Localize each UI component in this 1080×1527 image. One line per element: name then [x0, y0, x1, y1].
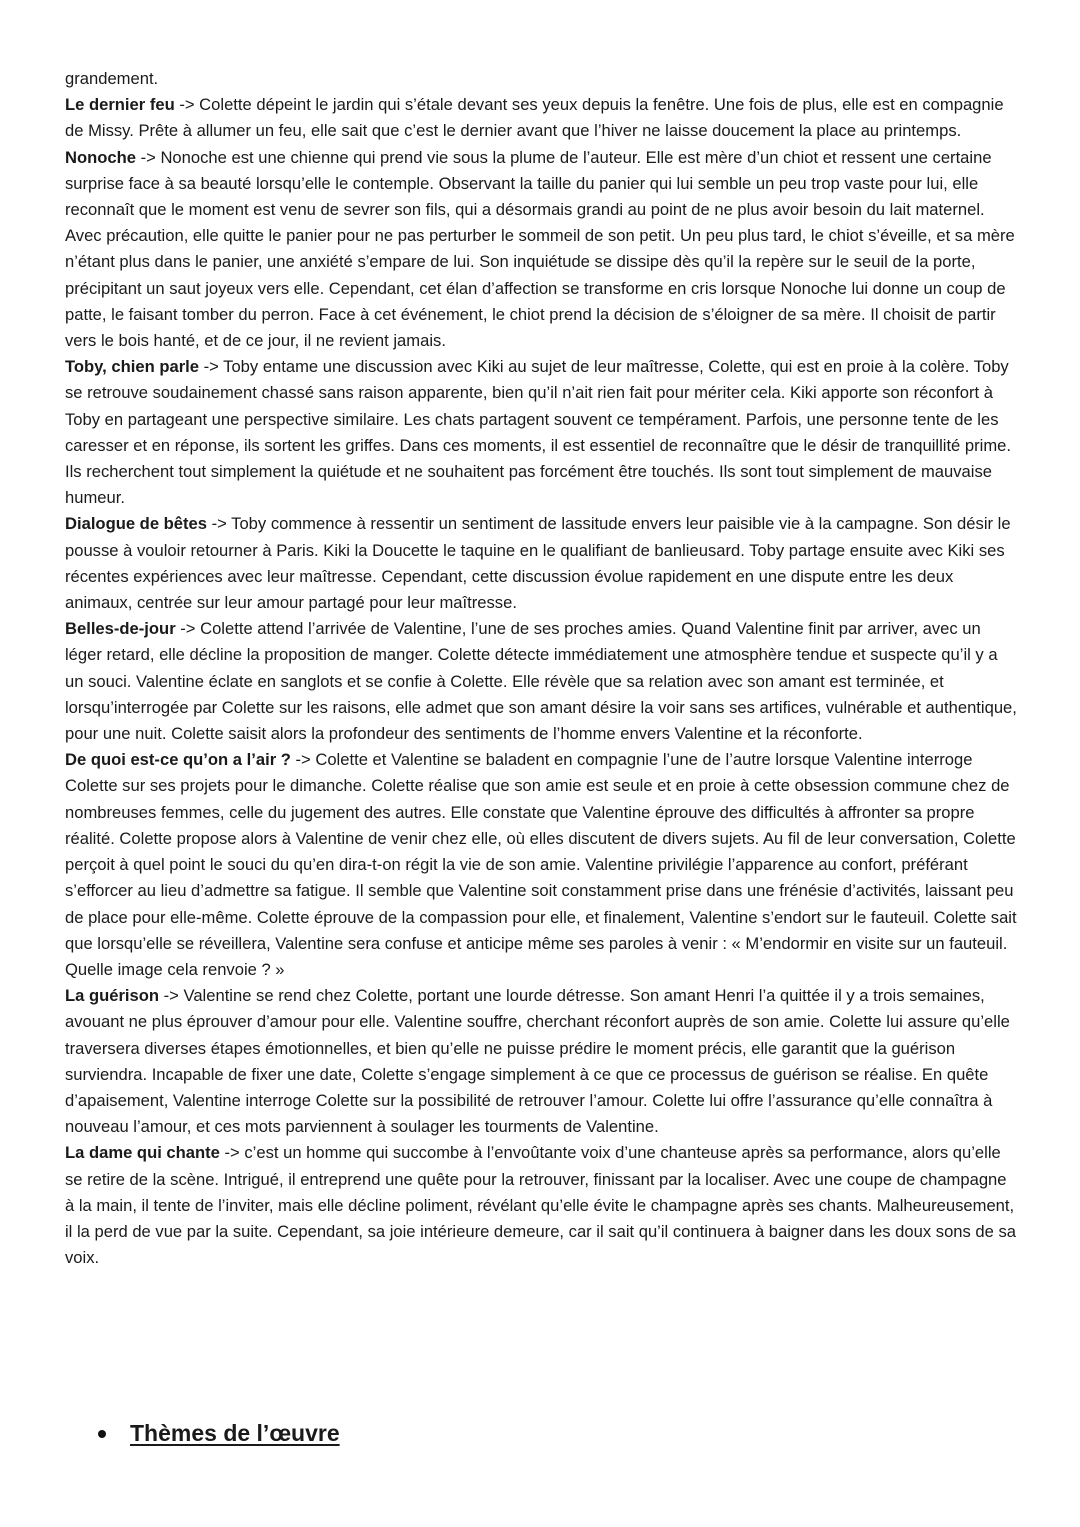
entry-term: La guérison — [65, 986, 160, 1006]
entry-arrow: -> — [219, 1143, 245, 1163]
entry-term: Dialogue de bêtes — [65, 514, 208, 534]
entry-term: Toby, chien parle — [65, 357, 200, 377]
entry-arrow: -> — [207, 514, 232, 534]
section-heading-text: Thèmes de l’œuvre — [130, 1420, 340, 1446]
entry-text: Valentine se rend chez Colette, portant une lourde détresse. Son amant Henri l’a quittée il y a trois semaines, avouant ne plus éprouver d’amour pour elle. Valentine souffre, cherchant réconfort auprès de son amie. Colette lui assure qu’elle traversera diverses étapes émotionnelles, et bien qu’elle ne puisse prédire le moment précis, elle garantit que la guérison surviendra. Incapable de fixer une date, Colette s’engage simplement à ce que ce processus de guérison se réalise. En quête d’apaisement, Valentine interroge Colette sur la possibilité de retrouver l’amour. Colette lui offre l’assurance qu’elle connaîtra à nouveau l’amour, et ces mots parviennent à soulager les tourments de Valentine. — [65, 986, 1010, 1137]
bullet-icon — [98, 1430, 106, 1438]
entry-arrow: -> — [136, 147, 161, 167]
entry-text: Colette attend l’arrivée de Valentine, l’une de ses proches amies. Quand Valentine finit par arriver, avec un léger retard, elle décline la proposition de manger. Colette détecte immédiatement une atmosphère tendue et suspecte qu’il y a un souci. Valentine éclate en sanglots et se confie à Colette. Elle révèle que sa relation avec son amant est terminée, et lorsqu’interrogée par Colette sur les raisons, elle admet que son amant désire la voir sans ses artifices, vulnérable et authentique, pour une nuit. Colette saisit alors la profondeur des sentiments de l’homme envers Valentine et la réconforte. — [65, 619, 1017, 744]
entry-arrow: -> — [199, 357, 224, 377]
entry-text: Nonoche est une chienne qui prend vie sous la plume de l’auteur. Elle est mère d’un chiot et ressent une certaine surprise face à sa beauté lorsqu’elle le contemple. Observant la taille du panier qui lui semble un peu trop vaste pour lui, elle reconnaît que le moment est venu de sevrer son fils, qui a désormais grandi au point de ne plus avoir besoin du lait maternel. Avec précaution, elle quitte le panier pour ne pas perturber le sommeil de son petit. Un peu plus tard, le chiot s’éveille, et sa mère n’étant plus dans le panier, une anxiété s’empare de lui. Son inquiétude se dissipe dès qu’il la repère sur le seuil de la porte, précipitant un saut joyeux vers elle. Cependant, cet élan d’affection se transforme en cris lorsque Nonoche lui donne un coup de patte, le faisant tomber du perron. Face à cet événement, le chiot prend la décision de s’éloigner de sa mère. Il choisit de partir vers le bois hanté, et de ce jour, il ne revient jamais. — [65, 147, 1015, 351]
summary-entry — [65, 1140, 1020, 1271]
entry-term: Le dernier feu — [65, 95, 175, 115]
summary-entry — [65, 92, 1020, 144]
entry-term: Belles-de-jour — [65, 619, 176, 639]
entry-text: Colette et Valentine se baladent en compagnie l’une de l’autre lorsque Valentine interroge Colette sur ses projets pour le dimanche. Colette réalise que son amie est seule et en proie à cette obsession commune chez de nombreuses femmes, celle du jugement des autres. Elle constate que Valentine éprouve des difficultés à affronter sa propre réalité. Colette propose alors à Valentine de venir chez elle, où elles discutent de divers sujets. Au fil de leur conversation, Colette perçoit à quel point le souci du qu’en dira-t-on régit la vie de son amie. Valentine privilégie l’apparence au confort, préférant s’efforcer au lieu d’admettre sa fatigue. Il semble que Valentine soit constamment prise dans une frénésie d’activités, laissant peu de place pour elle-même. Colette éprouve de la compassion pour elle, et finalement, Valentine s’endort sur le fauteuil. Colette sait que lorsqu’elle se réveillera, Valentine sera confuse et anticipe même ses paroles à venir : « M’endormir en visite sur un fauteuil. Quelle image cela renvoie ? » — [65, 750, 1017, 979]
section-heading — [98, 1420, 340, 1447]
entry-term: La dame qui chante — [65, 1143, 220, 1163]
entry-text: c’est un homme qui succombe à l’envoûtante voix d’une chanteuse après sa performance, alors qu’elle se retire de la scène. Intrigué, il entreprend une quête pour la retrouver, finissant par la localiser. Avec une coupe de champagne à la main, il tente de l’inviter, mais elle décline poliment, révélant qu’elle évite le champagne après ses chants. Malheureusement, il la perd de vue par la suite. Cependant, sa joie intérieure demeure, car il sait qu’il continuera à baigner dans les doux sons de sa voix. — [65, 1143, 1017, 1268]
entry-term: De quoi est-ce qu’on a l’air ? — [65, 750, 291, 770]
entry-arrow: -> — [159, 986, 184, 1006]
summary-entry — [65, 747, 1020, 983]
entry-term: Nonoche — [65, 147, 136, 167]
summary-entry — [65, 511, 1020, 616]
entry-arrow: -> — [175, 619, 201, 639]
summary-entry — [65, 145, 1020, 355]
intro-line: grandement. — [65, 69, 159, 88]
document-body — [65, 66, 1020, 1271]
entry-arrow: -> — [174, 95, 200, 115]
entry-arrow: -> — [290, 750, 316, 770]
summary-entry — [65, 616, 1020, 747]
summary-entry — [65, 983, 1020, 1140]
entry-text: Toby commence à ressentir un sentiment de lassitude envers leur paisible vie à la campagne. Son désir le pousse à vouloir retourner à Paris. Kiki la Doucette le taquine en le qualifiant de banlieusard. Toby partage ensuite avec Kiki ses récentes expériences avec leur maîtresse. Cependant, cette discussion évolue rapidement en une dispute entre les deux animaux, centrée sur leur amour partagé pour leur maîtresse. — [65, 514, 1011, 613]
entry-text: Toby entame une discussion avec Kiki au sujet de leur maîtresse, Colette, qui est en proie à la colère. Toby se retrouve soudainement chassé sans raison apparente, bien qu’il n’ait rien fait pour mériter cela. Kiki apporte son réconfort à Toby en partageant une perspective similaire. Les chats partagent souvent ce tempérament. Parfois, une personne tente de les caresser et en réponse, ils sortent les griffes. Dans ces moments, il est essentiel de reconnaître que le désir de tranquillité prime. Ils recherchent tout simplement la quiétude et ne souhaitent pas forcément être touchés. Ils sont tout simplement de mauvaise humeur. — [65, 357, 1011, 508]
entry-text: Colette dépeint le jardin qui s’étale devant ses yeux depuis la fenêtre. Une fois de plus, elle est en compagnie de Missy. Prête à allumer un feu, elle sait que c’est le dernier avant que l’hiver ne laisse doucement la place au printemps. — [65, 95, 1004, 141]
summary-entry — [65, 354, 1020, 511]
